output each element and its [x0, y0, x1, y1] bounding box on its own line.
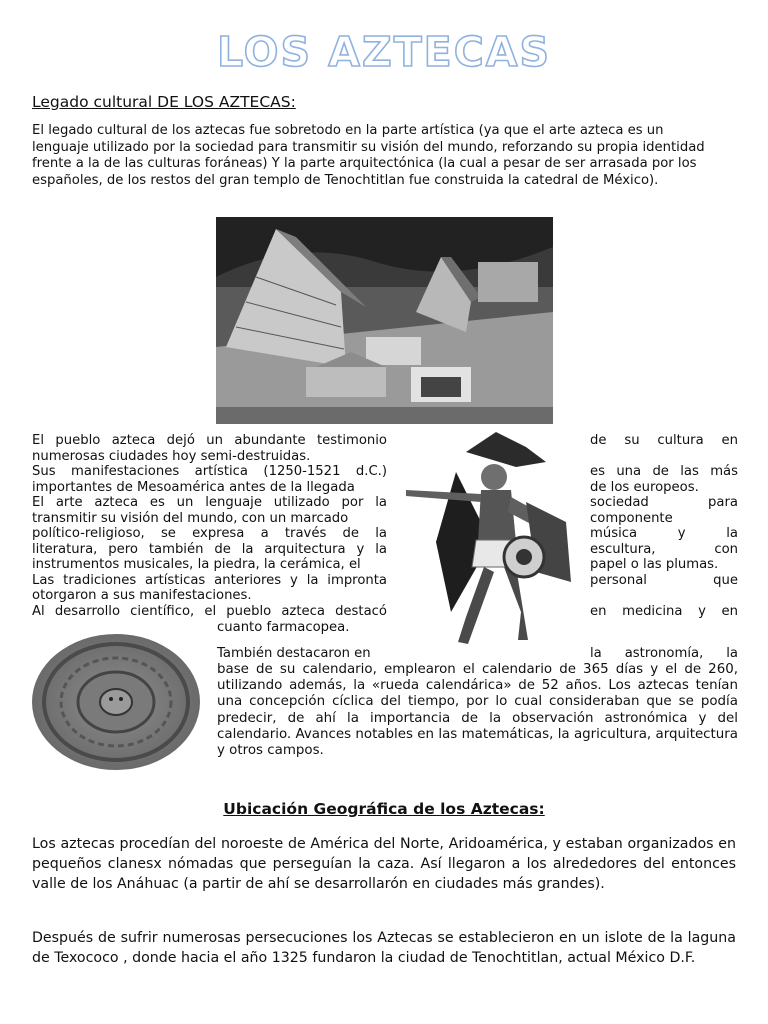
- section-heading-legado: Legado cultural DE LOS AZTECAS:: [32, 93, 296, 111]
- wrap-line: literatura, pero también de la arquitectura y la: [32, 542, 387, 557]
- wrap-line: cuanto farmacopea.: [217, 620, 350, 635]
- wrap-line: otorgaron a sus manifestaciones.: [32, 588, 252, 603]
- paragraph-tenochtitlan: Después de sufrir numerosas persecuciones los Aztecas se establecieron en un islote de la laguna de Texococo , donde hacia el año 1325 fundaron la ciudad de Tenochtitlan, actual México D.F.: [32, 930, 736, 966]
- wrap-line: la astronomía, la: [590, 646, 738, 661]
- wrap-line: música y la: [590, 526, 738, 541]
- wrap-line: personal que: [590, 573, 738, 588]
- wrap-line: transmitir su visión del mundo, con un marcado: [32, 511, 349, 526]
- wrap-line: También destacaron en: [217, 646, 371, 661]
- astronomy-paragraph: base de su calendario, emplearon el calendario de 365 días y el de 260, utilizando además, la «rueda calendárica» de 52 años. Los aztecas tenían una concepción cíclica del tiempo, por lo cual consideraban que se podía predecir, de ahí la importancia de la observación astronómica y del calendario. Avances notables en las matemáticas, la agricultura, arquitectura y otros campos.: [217, 662, 738, 759]
- wrap-line: instrumentos musicales, la piedra, la cerámica, el: [32, 557, 361, 572]
- wrap-line: importantes de Mesoamérica antes de la llegada: [32, 480, 355, 495]
- section-heading-ubicacion: Ubicación Geográfica de los Aztecas:: [223, 800, 545, 818]
- wrap-line: político-religioso, se expresa a través de la: [32, 526, 387, 541]
- intro-paragraph: El legado cultural de los aztecas fue sobretodo en la parte artística (ya que el arte azteca es un lenguaje utilizado por la sociedad para transmitir su visión del mundo, reforzando su propia identidad frente a la de las culturas foráneas) Y la parte arquitectónica (la cual a pesar de ser arrasada por los españoles, de los restos del gran templo de Tenochtitlan fue construida la catedral de México).: [32, 123, 705, 188]
- wrap-line: El pueblo azteca dejó un abundante testimonio: [32, 433, 387, 448]
- page-title: LOS AZTECAS: [216, 28, 552, 76]
- wrap-line: en medicina y en: [590, 604, 738, 619]
- templo-mayor-image: [216, 217, 553, 424]
- wrap-line: de su cultura en: [590, 433, 738, 448]
- wrap-line: Al desarrollo científico, el pueblo azteca destacó: [32, 604, 387, 619]
- wrap-line: de los europeos.: [590, 480, 699, 495]
- wrap-line: Sus manifestaciones artística (1250-1521 d.C.): [32, 464, 387, 479]
- aztec-warrior-image: [396, 432, 582, 646]
- wrap-line: El arte azteca es un lenguaje utilizado por la: [32, 495, 387, 510]
- wrap-line: es una de las más: [590, 464, 738, 479]
- paragraph-origin: Los aztecas procedían del noroeste de América del Norte, Aridoamérica, y estaban organizados en pequeños clanesx nómadas que perseguían la caza. Así llegaron a los alrededores del entonces valle de los Anáhuac (a partir de ahí se desarrollarón en ciudades más grandes).: [32, 836, 736, 892]
- sun-stone-image: [30, 632, 202, 772]
- wrap-line: papel o las plumas.: [590, 557, 719, 572]
- wrap-line: componente: [590, 511, 673, 526]
- wrap-line: numerosas ciudades hoy semi-destruidas.: [32, 449, 311, 464]
- wrap-line: escultura, con: [590, 542, 738, 557]
- wrap-line: Las tradiciones artísticas anteriores y la impronta: [32, 573, 387, 588]
- wrap-line: sociedad para: [590, 495, 738, 510]
